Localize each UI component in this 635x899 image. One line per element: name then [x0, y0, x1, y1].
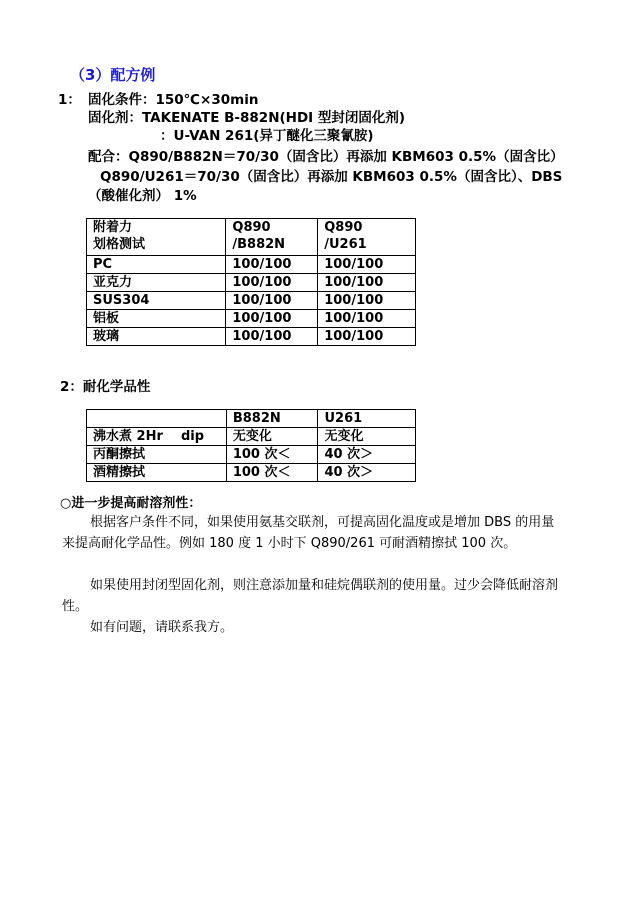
cell: PC [87, 256, 226, 274]
cell: 100/100 [226, 292, 318, 310]
cell: 无变化 [226, 428, 318, 446]
further-paragraph-2: 如果使用封闭型固化剂，则注意添加量和硅烷偶联剂的使用量。过少会降低耐溶剂性。 [62, 578, 559, 614]
cell: 100/100 [318, 310, 416, 328]
cell: 亚克力 [87, 274, 226, 292]
cell: 100/100 [226, 256, 318, 274]
formula-line-2: Q890/U261＝70/30（固含比）再添加 KBM603 0.5%（固含比）、DBS [100, 169, 563, 185]
cell: 100/100 [318, 292, 416, 310]
cell: 沸水煮 2Hr dip [87, 428, 227, 446]
curing-agent-2: ：U-VAN 261(异丁醚化三聚氰胺) [160, 128, 374, 144]
header-cell: 附着力 划格测试 [87, 219, 226, 256]
table-row [87, 328, 416, 346]
cell: 100/100 [318, 328, 416, 346]
cell: 100/100 [226, 310, 318, 328]
further-paragraph-1: 根据客户条件不同，如果使用氨基交联剂，可提高固化温度或是增加 DBS 的用量来提高耐化学品性。例如 180 度 1 小时下 Q890/261 可耐酒精擦拭 100 次。 [62, 515, 555, 551]
cell: 100/100 [226, 328, 318, 346]
chem-table [86, 409, 416, 482]
cell: 100/100 [318, 256, 416, 274]
table-row [87, 256, 416, 274]
table-row [87, 428, 416, 446]
cure-conditions: 固化条件：150℃×30min [88, 92, 259, 108]
adhesion-table [86, 218, 416, 346]
curing-agent-1: 固化剂：TAKENATE B-882N(HDI 型封闭固化剂) [88, 110, 406, 126]
header-cell [87, 410, 227, 428]
cell: 40 次＞ [318, 464, 416, 482]
further-heading: ○进一步提高耐溶剂性： [60, 496, 202, 511]
item1-number: 1： [58, 92, 81, 108]
section-title: （3）配方例 [70, 66, 156, 84]
header-cell: U261 [318, 410, 416, 428]
cell: 玻璃 [87, 328, 226, 346]
chem-table-header [87, 410, 416, 428]
cell: 40 次＞ [318, 446, 416, 464]
table-row [87, 464, 416, 482]
formula-line-3: （酸催化剂） 1% [88, 188, 197, 204]
cell: 铝板 [87, 310, 226, 328]
cell: 100 次＜ [226, 464, 318, 482]
table-row [87, 446, 416, 464]
header-cell: Q890 /B882N [226, 219, 318, 256]
table-row [87, 274, 416, 292]
cell: 丙酮擦拭 [87, 446, 227, 464]
table-row [87, 310, 416, 328]
formula-line-1: 配合：Q890/B882N＝70/30（固含比）再添加 KBM603 0.5%（固含比） [88, 149, 564, 165]
adhesion-table-header [87, 219, 416, 256]
table-row [87, 292, 416, 310]
cell: 酒精擦拭 [87, 464, 227, 482]
cell: 100/100 [318, 274, 416, 292]
cell: SUS304 [87, 292, 226, 310]
cell: 100/100 [226, 274, 318, 292]
header-cell: B882N [226, 410, 318, 428]
further-paragraph-3: 如有问题，请联系我方。 [90, 620, 234, 635]
cell: 100 次＜ [226, 446, 318, 464]
item2-title: 2：耐化学品性 [60, 379, 151, 395]
cell: 无变化 [318, 428, 416, 446]
header-cell: Q890 /U261 [318, 219, 416, 256]
